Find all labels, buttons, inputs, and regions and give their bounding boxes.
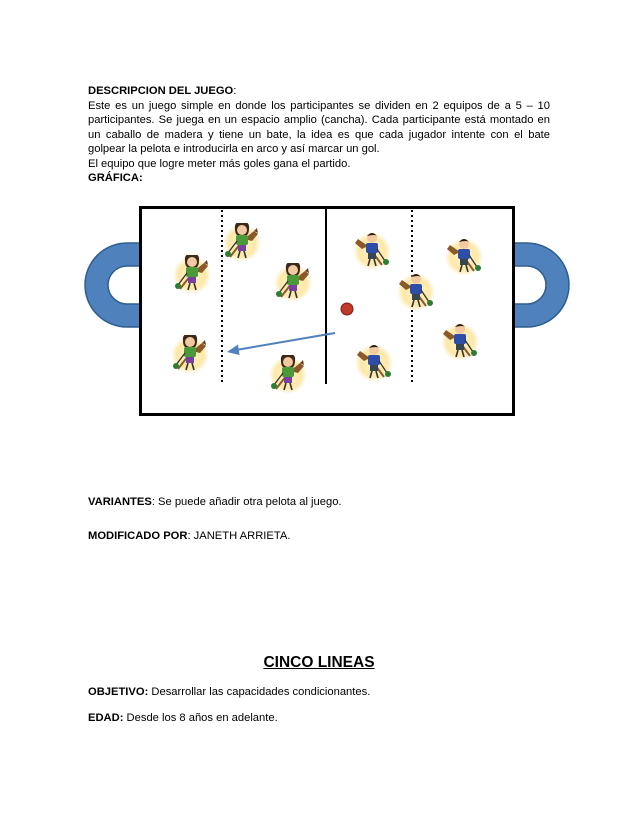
player-boy-icon: [441, 323, 479, 361]
modificado-line: MODIFICADO POR: JANETH ARRIETA.: [88, 530, 291, 542]
player-boy-icon: [355, 344, 393, 382]
left-goal: [85, 243, 142, 327]
description-heading: DESCRIPCION DEL JUEGO:: [88, 85, 237, 97]
edad-line: EDAD: Desde los 8 años en adelante.: [88, 712, 278, 724]
section-title: CINCO LINEAS: [263, 654, 375, 671]
description-conclusion: El equipo que logre meter más goles gana el partido.: [88, 157, 351, 170]
variantes-line: VARIANTES: Se puede añadir otra pelota al juego.: [88, 496, 342, 508]
grafica-label: GRÁFICA:: [88, 172, 143, 184]
objetivo-line: OBJETIVO: Desarrollar las capacidades condicionantes.: [88, 686, 371, 698]
player-boy-icon: [397, 273, 435, 311]
ball: [341, 303, 353, 315]
player-boy-icon: [353, 232, 391, 270]
right-goal: [512, 243, 569, 327]
description-paragraph: Este es un juego simple en donde los participantes se dividen en 2 equipos de a 5 – 10 participantes. Se juega en un espacio amplio (cancha). Cada participante está montado en un caballo de madera y tiene un bate, la idea es que cada jugador intente con el bate golpear la pelota e introducirla en arco y así marcar un gol.: [88, 99, 550, 155]
player-boy-icon: [445, 238, 483, 276]
